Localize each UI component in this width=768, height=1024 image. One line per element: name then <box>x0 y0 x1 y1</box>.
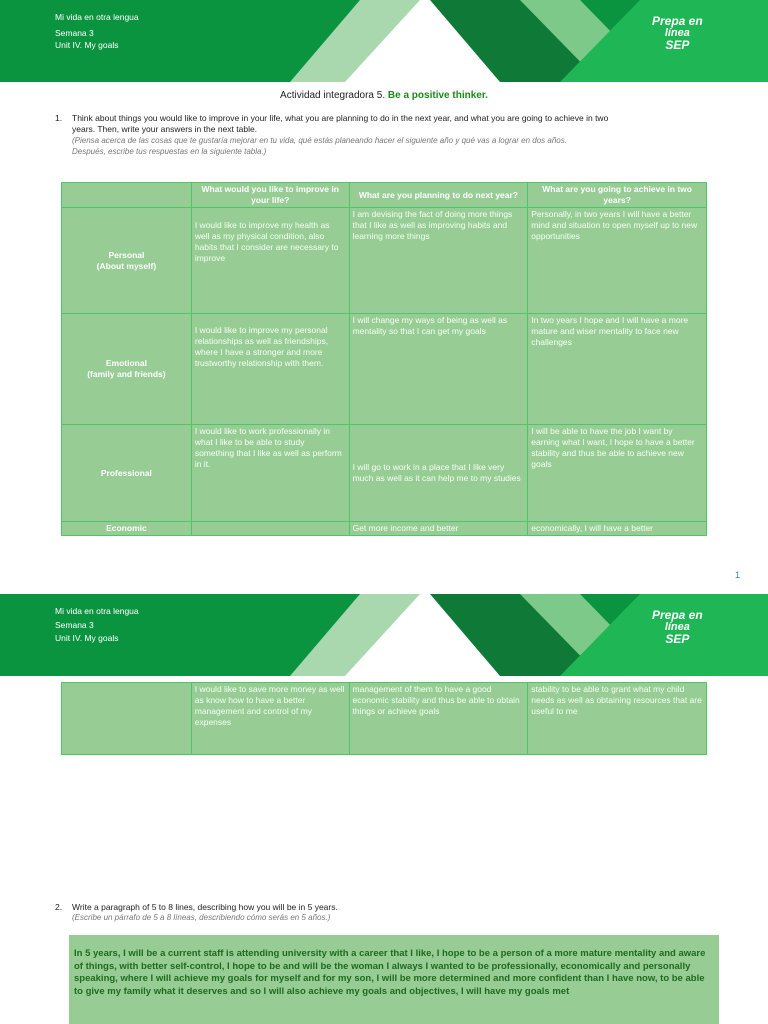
answer-paragraph: In 5 years, I will be a current staff is attending university with a career that I like, I hope to be a person of a more mature mentality and aware of things, with better self-control, I hope to be and will be the woman I always I wanted to be professionally, economically and personally speaking, where I will achieve my goals for myself and for my son, I will be more determined and more confident than I have now, to be able to give my family what it deserves and so I will also achieve my goals and objectives, I will have my goals met <box>74 948 706 997</box>
row-label-professional: Professional <box>62 425 192 522</box>
page-number: 1 <box>735 570 741 580</box>
table-row <box>62 208 707 314</box>
table-cell: management of them to have a good economic stability and thus be able to obtain things or achieve goals <box>349 683 528 755</box>
page-header-banner <box>0 0 768 82</box>
table-cell: I would like to improve my personal relationships as well as friendships, where I have a stronger and more trustworthy relationship with them. <box>191 314 349 425</box>
answer-paragraph-box <box>69 935 719 1024</box>
table-cell: I would like to improve my health as well as my physical condition, also habits that I consider are necessary to improve <box>191 208 349 314</box>
prepa-logo: Prepa en línea SEP <box>652 608 703 646</box>
q2-number: 2. <box>55 902 63 912</box>
table-cell: I will go to work in a place that I like very much as well as it can help me to my studies <box>349 425 528 522</box>
unit-label: Unit IV. My goals <box>55 633 119 643</box>
table-header-empty <box>62 183 192 208</box>
course-name: Mi vida en otra lengua <box>55 12 139 22</box>
q1-spanish-text: (Piensa acerca de las cosas que te gustaría mejorar en tu vida, qué estás planeando hacer el siguiente año y qué vas a lograr en dos años. Después, escribe tus respuestas en la siguiente tabla.) <box>72 136 567 156</box>
table-row <box>62 425 707 522</box>
table-row <box>62 314 707 425</box>
row-label-emotional: Emotional (family and friends) <box>62 314 192 425</box>
goals-table-continued <box>61 682 707 755</box>
row-label-personal: Personal (About myself) <box>62 208 192 314</box>
q1-number: 1. <box>55 113 63 123</box>
table-cell: I would like to save more money as well as know how to have a better management and control of my expenses <box>191 683 349 755</box>
table-header-planning: What are you planning to do next year? <box>349 183 528 208</box>
table-row <box>62 683 707 755</box>
page-header-banner <box>0 594 768 676</box>
q1-text: Think about things you would like to improve in your life, what you are planning to do in the next year, and what you are going to achieve in two years. Then, write your answers in the next table. <box>72 113 609 134</box>
prepa-logo: Prepa en línea SEP <box>652 14 703 52</box>
course-name: Mi vida en otra lengua <box>55 606 139 616</box>
week-label: Semana 3 <box>55 28 94 38</box>
activity-title-highlight: Be a positive thinker. <box>387 90 488 101</box>
table-cell <box>191 522 349 536</box>
unit-label: Unit IV. My goals <box>55 40 119 50</box>
week-label: Semana 3 <box>55 620 94 630</box>
table-cell: Get more income and better <box>349 522 528 536</box>
table-cell: Personally, in two years I will have a better mind and situation to open myself up to new opportunities <box>528 208 707 314</box>
activity-title: Actividad integradora 5. Be a positive thinker. <box>280 90 488 101</box>
table-header-improve: What would you like to improve in your life? <box>191 183 349 208</box>
table-row <box>62 522 707 536</box>
table-header-achieve: What are you going to achieve in two years? <box>528 183 707 208</box>
goals-table <box>61 182 707 536</box>
table-cell: I would like to work professionally in what I like to be able to study something that I like as well as perform in it. <box>191 425 349 522</box>
q2-spanish-text: (Escribe un párrafo de 5 a 8 líneas, describiendo cómo serás en 5 años.) <box>72 913 331 922</box>
q2-text: Write a paragraph of 5 to 8 lines, describing how you will be in 5 years. <box>72 902 338 912</box>
table-cell: stability to be able to grant what my child needs as well as obtaining resources that are useful to me <box>528 683 707 755</box>
row-label-economic-continued <box>62 683 192 755</box>
table-cell: In two years I hope and I will have a more mature and wiser mentality to face new challenges <box>528 314 707 425</box>
table-cell: I am devising the fact of doing more things that I like as well as improving habits and learning more things <box>349 208 528 314</box>
table-cell: I will be able to have the job I want by earning what I want, I hope to have a better stability and thus be able to achieve new goals <box>528 425 707 522</box>
row-label-economic: Economic <box>62 522 192 536</box>
table-cell: I will change my ways of being as well as mentality so that I can get my goals <box>349 314 528 425</box>
table-cell: economically, I will have a better <box>528 522 707 536</box>
